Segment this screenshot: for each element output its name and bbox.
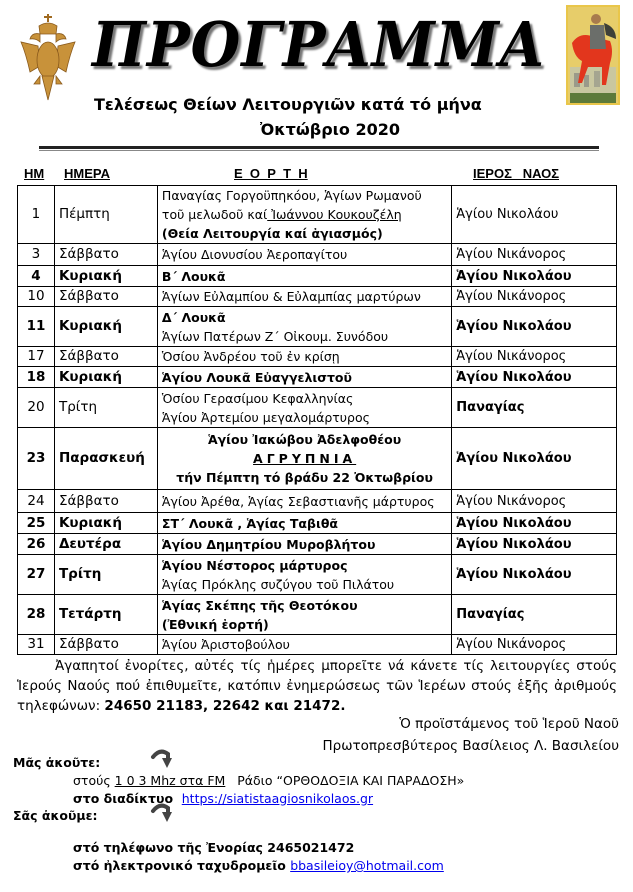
church: Ἁγίου Νικάνορος [452,287,617,307]
feast-line: Ἁγίου Νέστορος μάρτυρος [161,557,348,573]
info-text: Ἀγαπητοί ἐνορίτες, αὐτές τίς ἡμέρες μπορεῖτε νά κάνετε τίς λειτουργίες στούς Ἱερούς Ναούς πού ἐπιθυμεῖτε, κατόπιν ἐνημερώσεως τῶν Ἱερέων στούς ἑξῆς ἀριθμούς τηλεφώνων: [17,658,617,714]
table-row [18,490,617,513]
radio-name: Ράδιο “ΟΡΘΟΔΟΞΙΑ ΚΑΙ ΠΑΡΑΔΟΣΗ» [225,773,465,788]
day-number: 20 [18,388,55,428]
feast: Ἁγίου Διονυσίου Ἀεροπαγίτου [157,244,451,266]
listen-label: Μᾶς ἀκοῦτε: [13,755,101,770]
feast: Ὁσίου Ἀνδρέου τοῦ ἐν κρίσῃ [157,347,451,367]
day-number: 25 [18,513,55,534]
feast: Ἁγίου Λουκᾶ Εὐαγγελιστοῦ [157,367,451,388]
church: Ἁγίου Νικάνορος [452,635,617,655]
feast-line: Ἁγίου Ἀρτεμίου μεγαλομάρτυρος [161,409,370,425]
weekday: Κυριακή [54,307,157,347]
table-row [18,428,617,490]
table-row [18,307,617,347]
feast-line: (Θεία Λειτουργία καί ἁγιασμός) [161,226,383,241]
curved-arrow-icon [150,802,174,824]
feast-line: Ἁγίων Πατέρων Ζ΄ Οἰκουμ. Συνόδου [161,328,389,344]
radio-frequency: 1 0 3 Mhz στα FM [114,773,226,788]
church: Ἁγίου Νικολάου [452,534,617,555]
feast [157,428,451,490]
feast-line: Δ΄ Λουκᾶ [161,309,226,325]
feast [157,186,451,244]
feast: Ἁγίου Ἀριστοβούλου [157,635,451,655]
church: Ἁγίου Νικάνορος [452,490,617,513]
weekday: Σάββατο [54,490,157,513]
saint-icon-image [566,5,620,105]
radio-prefix: στούς [73,773,115,788]
church: Παναγίας [452,388,617,428]
feast [157,555,451,595]
feast-line: τοῦ μελωδοῦ καί Ἰωάννου Κουκουζέλη [161,207,402,222]
weekday: Δευτέρα [54,534,157,555]
table-row [18,534,617,555]
church: Ἁγίου Νικολάου [452,266,617,287]
weekday: Κυριακή [54,266,157,287]
feast [157,307,451,347]
signature-title: Ὁ προϊστάμενος τοῦ Ἱεροῦ Ναοῦ [399,716,619,732]
double-headed-eagle-icon [18,12,78,104]
feast [157,388,451,428]
day-number: 23 [18,428,55,490]
feast: ΣΤ΄ Λουκᾶ , Ἁγίας Ταβιθᾶ [157,513,451,534]
table-row [18,266,617,287]
weekday: Σάββατο [54,287,157,307]
day-number: 26 [18,534,55,555]
feast: Β΄ Λουκᾶ [157,266,451,287]
email-line [73,858,444,873]
weekday: Σάββατο [54,244,157,266]
church: Ἁγίου Νικολάου [452,307,617,347]
table-row [18,388,617,428]
info-paragraph [17,656,617,716]
feast [157,595,451,635]
feast: Ἁγίου Ἀρέθα, Ἁγίας Σεβαστιανῆς μάρτυρος [157,490,451,513]
month-label: Ὀκτώβριο 2020 [260,120,400,139]
weekday: Τρίτη [54,555,157,595]
signature-name: Πρωτοπρεσβύτερος Βασίλειος Λ. Βασιλείου [322,738,619,754]
weekday: Κυριακή [54,513,157,534]
subtitle: Τελέσεως Θείων Λειτουργιῶν κατά τό μήνα [94,95,482,114]
day-number: 4 [18,266,55,287]
curved-arrow-icon [150,748,174,770]
feast-line: Ἁγίας Πρόκλης συζύγου τοῦ Πιλάτου [161,576,395,592]
church: Ἁγίου Νικολάου [452,367,617,388]
website-link[interactable]: https://siatistaagiosnikolaos.gr [181,791,374,806]
schedule-table [17,185,617,655]
feast: Ἁγίων Εὐλαμπίου & Εὐλαμπίας μαρτύρων [157,287,451,307]
church: Ἁγίου Νικολάου [452,513,617,534]
church: Ἁγίου Νικολάου [452,555,617,595]
table-row [18,367,617,388]
day-number: 27 [18,555,55,595]
feast-line: Ἁγίας Σκέπης τῆς Θεοτόκου [161,597,358,613]
parish-phone: στό τηλέφωνο τῆς Ἐνορίας 2465021472 [73,840,355,855]
table-row [18,347,617,367]
day-number: 31 [18,635,55,655]
document-title: ΠΡΟΓΡΑΜΜΑ [92,8,545,81]
weekday: Σάββατο [54,347,157,367]
web-prefix: στο διαδίκτυο [73,791,182,806]
day-number: 10 [18,287,55,307]
table-row [18,244,617,266]
day-number: 17 [18,347,55,367]
column-header-feast: Ε Ο Ρ Τ Η [234,166,308,181]
phone-numbers: 24650 21183, 22642 και 21472. [104,698,346,714]
feast-line: Ἁγίου Ἰακώβου Ἀδελφοθέου [207,432,402,447]
weekday: Κυριακή [54,367,157,388]
church: Παναγίας [452,595,617,635]
email-link[interactable]: bbasileioy@hotmail.com [290,858,444,873]
table-row [18,555,617,595]
web-line [73,791,373,806]
contact-label: Σᾶς ἀκοῦμε: [13,808,98,823]
weekday: Παρασκευή [54,428,157,490]
weekday: Πέμπτη [54,186,157,244]
day-number: 3 [18,244,55,266]
church: Ἁγίου Νικάνορος [452,347,617,367]
church: Ἁγίου Νικολάου [452,186,617,244]
weekday: Σάββατο [54,635,157,655]
radio-line [73,773,464,788]
column-header-church: ΙΕΡΟΣ ΝΑΟΣ [473,166,560,181]
table-row [18,513,617,534]
feast-line: Παναγίας Γοργοϋπηκόου, Ἁγίων Ρωμανοῦ [161,188,422,203]
feast-line: (Ἐθνική ἑορτή) [161,616,269,632]
vigil-label: ΑΓΡΥΠΝΙΑ [253,451,357,466]
church: Ἁγίου Νικολάου [452,428,617,490]
feast-line: τήν Πέμπτη τό βράδυ 22 Ὀκτωβρίου [176,470,433,485]
church: Ἁγίου Νικάνορος [452,244,617,266]
column-header-day: ΗΜ [24,166,45,181]
table-row [18,186,617,244]
column-header-weekday: ΗΜΕΡΑ [64,166,110,181]
day-number: 24 [18,490,55,513]
table-row [18,595,617,635]
day-number: 11 [18,307,55,347]
day-number: 28 [18,595,55,635]
table-row [18,287,617,307]
weekday: Τετάρτη [54,595,157,635]
email-prefix: στό ἠλεκτρονικό ταχυδρομεῖο [73,858,291,873]
header-divider [39,146,599,151]
weekday: Τρίτη [54,388,157,428]
day-number: 18 [18,367,55,388]
table-row [18,635,617,655]
feast: Ἁγίου Δημητρίου Μυροβλήτου [157,534,451,555]
day-number: 1 [18,186,55,244]
feast-line: Ὁσίου Γερασίμου Κεφαλληνίας [161,390,354,406]
